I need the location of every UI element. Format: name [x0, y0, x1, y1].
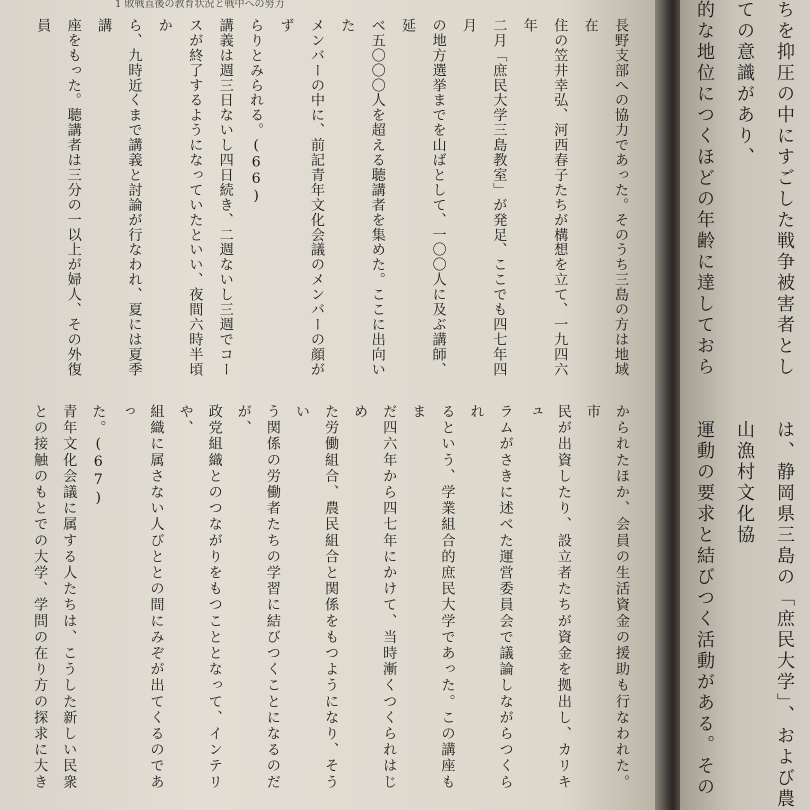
- text-line: べ五〇〇〇人を超える聴講者を集めた。ここに出向いた: [339, 18, 386, 377]
- text-line: らりとみられる。(66): [248, 18, 265, 205]
- text-line: 的な地位につくほどの年齢に達しておら: [694, 0, 715, 378]
- text-line: [24, 18, 28, 380]
- right-upper-text-block: [684, 0, 804, 385]
- text-line: 運動の要求と結びつく活動がある。その: [694, 420, 715, 798]
- text-line: 住の笠井幸弘、河西春子たちが構想を立て、一九四六年: [521, 18, 569, 377]
- running-head: 1 敗戦直後の教育状況と戦中への努力: [115, 0, 285, 10]
- text-line: う関係の労働者たちの学習に結びつくことになるのだが、: [235, 404, 281, 791]
- text-line: た。(67): [90, 404, 107, 508]
- text-line: 青年文化会議に属する人たちは、こうした新しい民衆: [61, 404, 78, 791]
- text-line: ちを抑圧の中にすごした戦争被害者としての意識があり、: [734, 0, 795, 378]
- text-line: かられたほか、会員の生活資金の援助も行なわれた。市: [584, 404, 630, 791]
- text-line: るという、学業組合的庶民大学であった。この講座もま: [410, 404, 456, 791]
- text-line: ラムがさきに述べた運営委員会で議論しながらつくられ: [468, 404, 514, 791]
- text-line: の地方選挙までを山ばとして、一〇〇人に及ぶ講師、延: [400, 18, 447, 377]
- text-line: 組織に属さない人びととの間にみぞが出てくるのであっ: [119, 404, 165, 791]
- text-line: 講義は週三日ないし四日続き、二週ないし三週でコー: [217, 18, 234, 377]
- text-line: 座をもった。聴講者は三分の一以上が婦人、その外復員: [35, 18, 82, 377]
- text-line: スが終了するようになっていたといい、夜間六時半頃か: [156, 18, 204, 377]
- text-line: 二月「庶民大学三島教室」が発足、ここでも四七年四月: [460, 18, 508, 377]
- text-line: た労働組合、農民組合と関係をもつようになり、そうい: [293, 404, 340, 791]
- text-line: メンバーの中に、前記青年文化会議のメンバーの顔がず: [278, 18, 325, 377]
- text-line: 長野支部への協力であった。そのうち三島の方は地域在: [582, 18, 629, 377]
- left-upper-text-block: [24, 18, 636, 380]
- text-line: 民が出資したり、設立者たちが資金を拠出し、カリキュ: [526, 404, 572, 791]
- text-line: 政党組織とのつながりをもつこととなって、インテリや、: [177, 404, 223, 791]
- right-lower-text-block: [684, 420, 804, 810]
- text-line: との接触のもとでの大学、学問の在り方の探求に大き: [32, 404, 49, 791]
- text-line: ら、九時近くまで講義と討論が行なわれ、夏には夏季講: [96, 18, 143, 377]
- left-lower-text-block: [24, 404, 636, 804]
- text-line: だ四六年から四七年にかけて、当時漸くつくられはじめ: [352, 404, 398, 791]
- text-line: は、静岡県三島の「庶民大学」、および農山漁村文化協: [734, 420, 795, 810]
- right-page: [680, 0, 810, 810]
